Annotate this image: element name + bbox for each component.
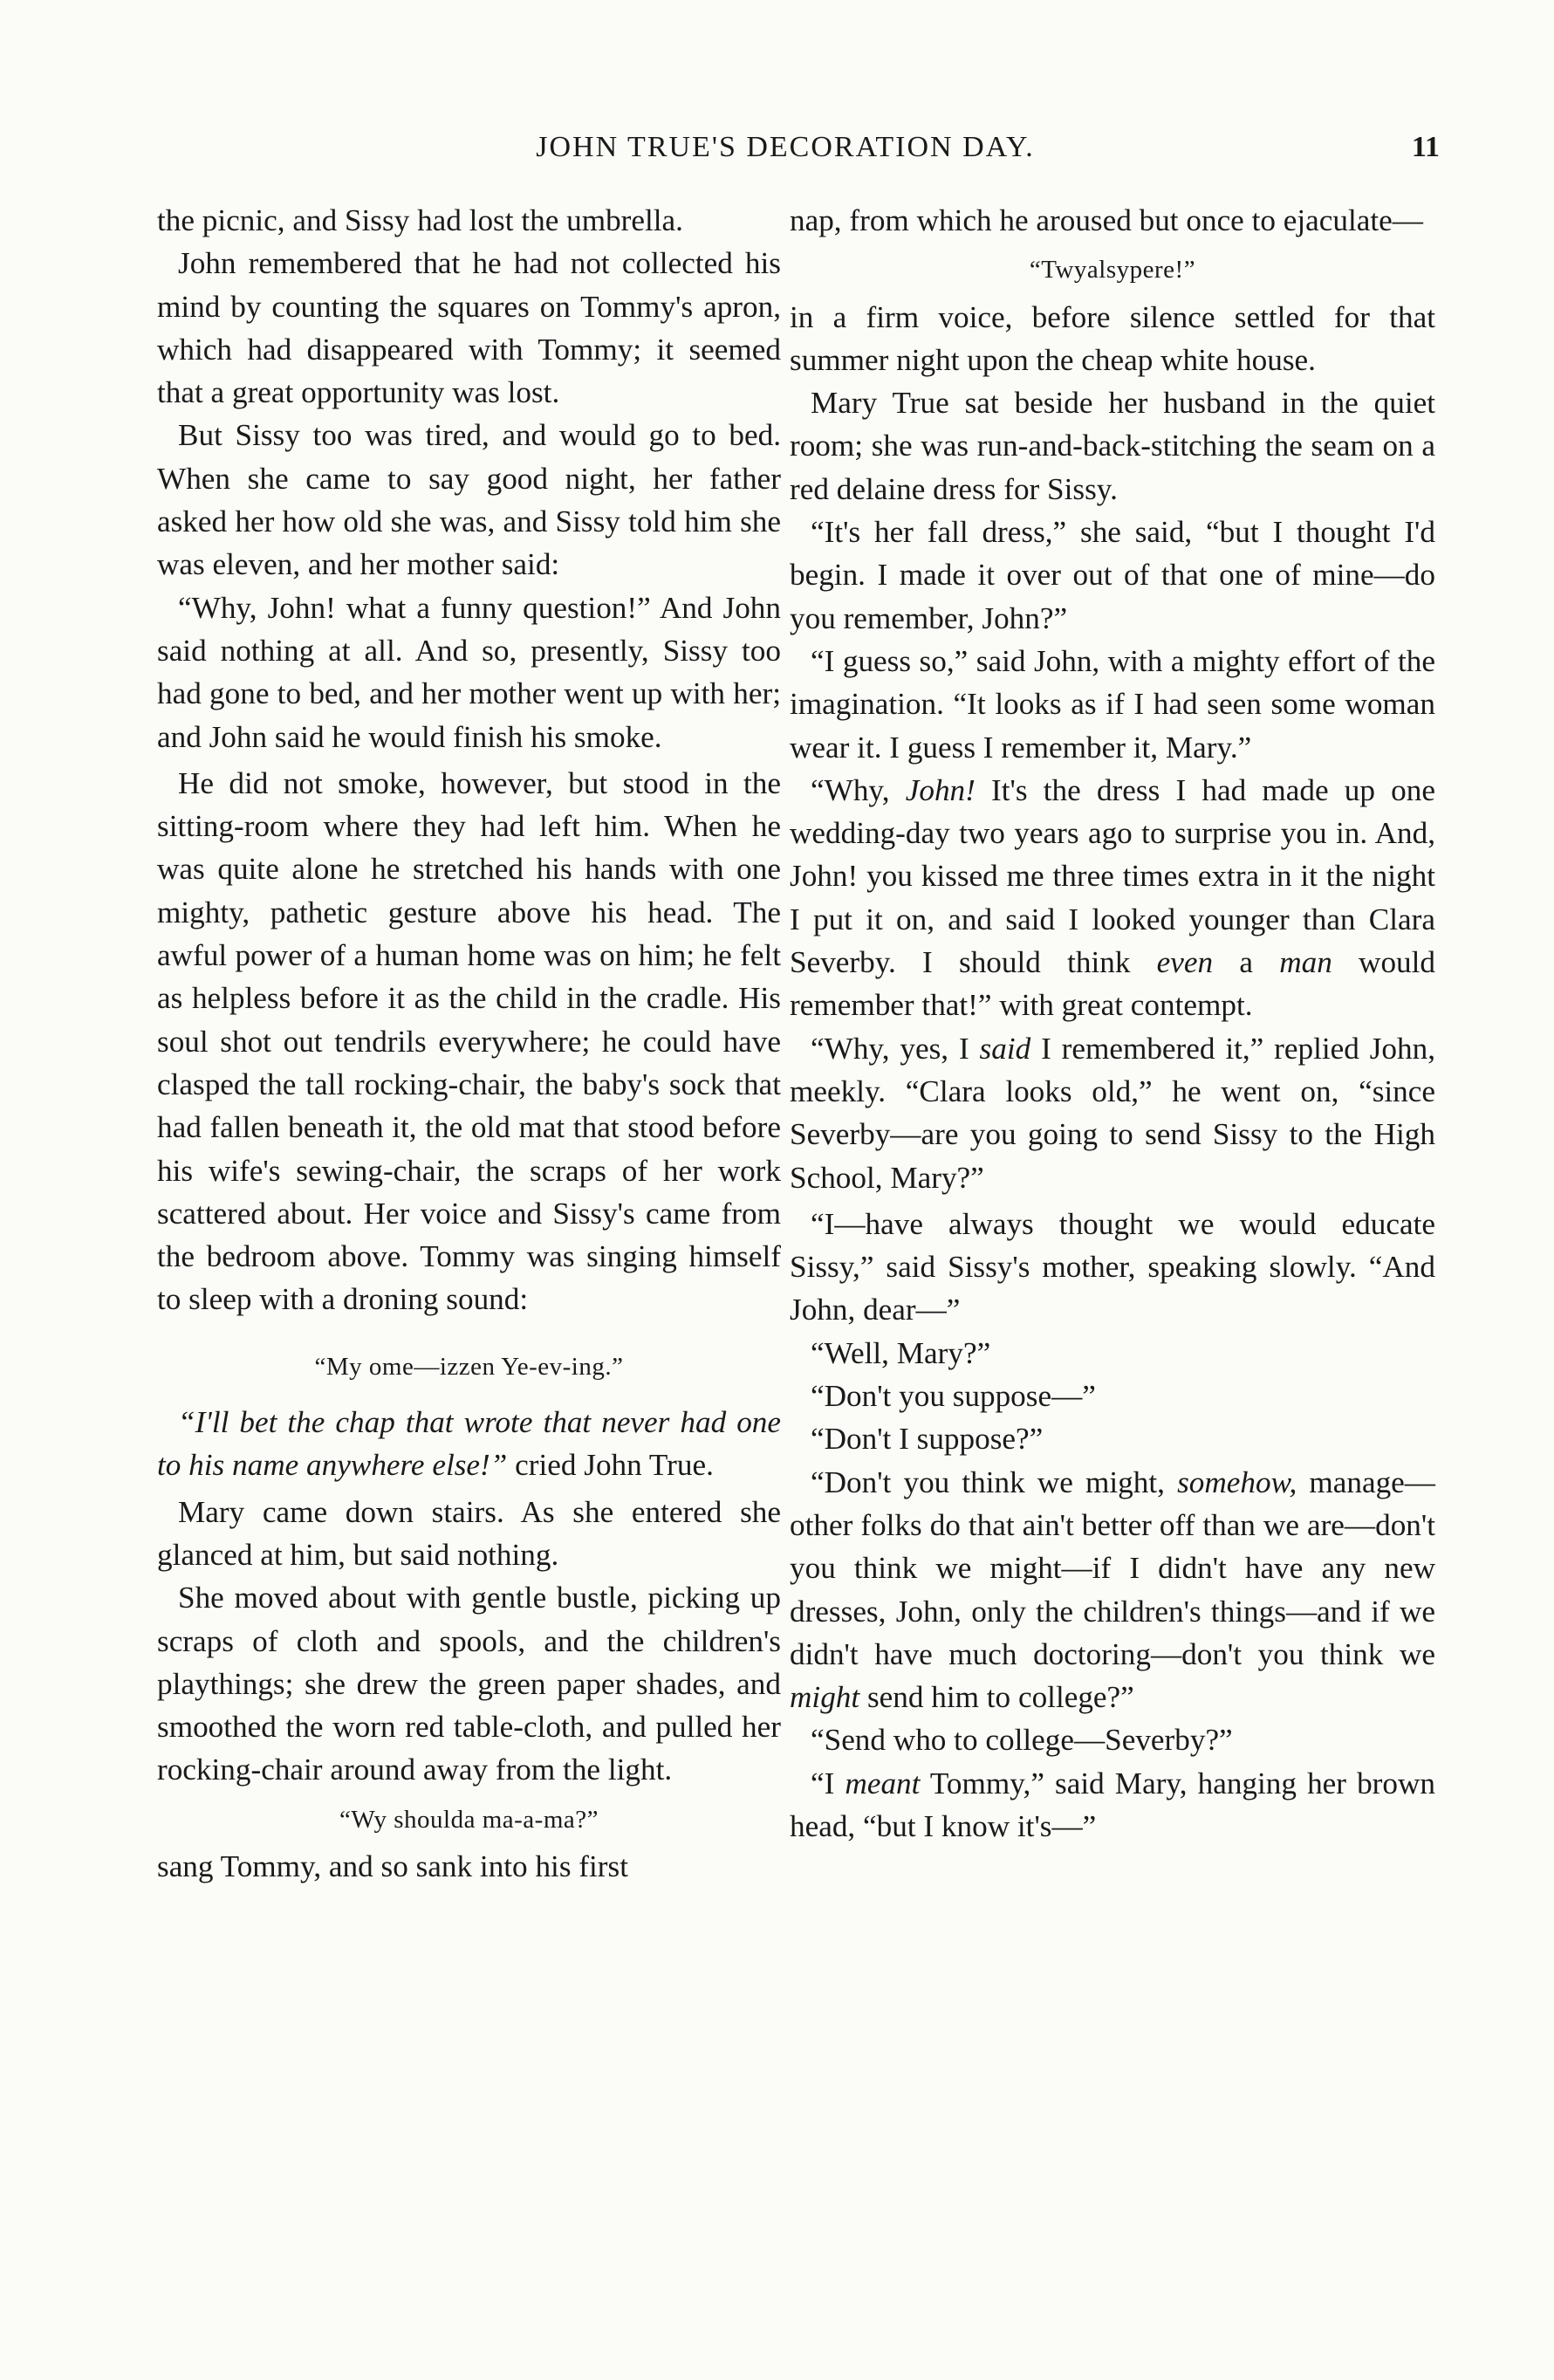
italic-text: John! <box>905 772 976 807</box>
paragraph: nap, from which he aroused but once to ejaculate— <box>790 203 1423 237</box>
text-run: “Don't you think we might, <box>811 1464 1178 1499</box>
paragraph: Mary True sat beside her husband in the quiet room; she was run-and-back-stitching the seam on a red delaine dress for Sissy. <box>790 386 1435 506</box>
text-run: It's the dress I had made up one wedding-day two years ago to surprise you in. And, John! you kissed me three times extra in it the night I put it on, and said I looked younger than Clara Severby. I should think <box>790 772 1435 980</box>
paragraph <box>790 1027 1435 1199</box>
italic-text: even <box>1156 945 1214 980</box>
left-column <box>157 199 781 1888</box>
page-number: 11 <box>1411 131 1440 163</box>
paragraph: “It's her fall dress,” she said, “but I thought I'd begin. I made it over out of that one of mine—do you remember, John?” <box>790 515 1435 635</box>
page-header <box>131 131 1440 183</box>
paragraph <box>157 1401 781 1487</box>
text-run: cried John True. <box>507 1448 714 1483</box>
song-line: “My ome—izzen Ye-ev-ing.” <box>314 1352 624 1381</box>
italic-text: somehow, <box>1177 1464 1297 1499</box>
paragraph: the picnic, and Sissy had lost the umbrella. <box>157 203 683 237</box>
paragraph: “Don't I suppose?” <box>811 1422 1044 1457</box>
paragraph: “Don't you suppose—” <box>811 1379 1096 1414</box>
text-run: “Why, <box>811 772 906 807</box>
paragraph: “Why, John! what a funny question!” And John said nothing at all. And so, presently, Sissy too had gone to bed, and her mother went up with her; and John said he would finish his smoke. <box>157 590 781 754</box>
italic-text: said <box>979 1031 1031 1066</box>
text-run: “Why, yes, I <box>811 1031 980 1066</box>
text-run: a <box>1213 945 1280 980</box>
paragraph: Mary came down stairs. As she entered she glanced at him, but said nothing. <box>157 1494 781 1572</box>
paragraph: in a firm voice, before silence settled for that summer night upon the cheap white house. <box>790 299 1435 377</box>
paragraph: “I guess so,” said John, with a mighty effort of the imagination. “It looks as if I had seen some woman wear it. I guess I remember it, Mary.” <box>790 643 1435 765</box>
italic-text: man <box>1279 945 1332 980</box>
text-run: “I <box>811 1766 845 1800</box>
text-run: I remembered it,” replied John, meekly. “Clara looks old,” he went on, “since Severby—are you going to send Sissy to the High School, Mary?” <box>790 1031 1435 1195</box>
paragraph: She moved about with gentle bustle, picking up scraps of cloth and spools, and the children's playthings; she drew the green paper shades, and smoothed the worn red table-cloth, and pulled her rocking-chair around away from the light. <box>157 1581 781 1787</box>
paragraph <box>790 1762 1435 1848</box>
paragraph: “I—have always thought we would educate Sissy,” said Sissy's mother, speaking slowly. “And John, dear—” <box>790 1206 1435 1327</box>
italic-text: meant <box>845 1766 921 1800</box>
paragraph: sang Tommy, and so sank into his first <box>157 1848 628 1883</box>
text-run: would remember that!” with great contempt. <box>790 945 1435 1023</box>
song-line: “Twyalsypere!” <box>1029 256 1196 285</box>
paragraph <box>790 769 1435 1027</box>
text-run: manage—other folks do that ain't better off than we are—don't you think we might—if I didn't have any new dresses, John, only the children's things—and if we didn't have much doctoring—don't you think we <box>790 1464 1435 1671</box>
paragraph: But Sissy too was tired, and would go to bed. When she came to say good night, her father asked her how old she was, and Sissy told him she was eleven, and her mother said: <box>157 418 781 582</box>
paragraph: He did not smoke, however, but stood in the sitting-room where they had left him. When he was quite alone he stretched his hands with one mighty, pathetic gesture above his head. The awful power of a human home was on him; he felt as helpless before it as the child in the cradle. His soul shot out tendrils everywhere; he could have clasped the tall rocking-chair, the baby's sock that had fallen beneath it, the old mat that stood before his wife's sewing-chair, the scraps of her work scattered about. Her voice and Sissy's came from the bedroom above. Tommy was singing himself to sleep with a droning sound: <box>157 765 781 1317</box>
text-run: Tommy,” said Mary, hanging her brown head, “but I know it's—” <box>790 1766 1435 1843</box>
song-line: “Wy shoulda ma-a-ma?” <box>339 1805 599 1834</box>
running-title: JOHN TRUE'S DECORATION DAY. <box>536 131 1035 163</box>
italic-text: “I'll bet the chap that wrote that never had one to his name anywhere else!” <box>157 1405 781 1483</box>
italic-text: might <box>790 1680 860 1715</box>
text-run: send him to college?” <box>859 1680 1134 1715</box>
paragraph: John remembered that he had not collected his mind by counting the squares on Tommy's apron, which had disappeared with Tommy; it seemed that a great opportunity was lost. <box>157 246 781 410</box>
right-column <box>790 199 1435 1848</box>
paragraph: “Send who to college—Severby?” <box>811 1723 1233 1758</box>
paragraph: “Well, Mary?” <box>811 1335 991 1370</box>
paragraph <box>790 1461 1435 1719</box>
